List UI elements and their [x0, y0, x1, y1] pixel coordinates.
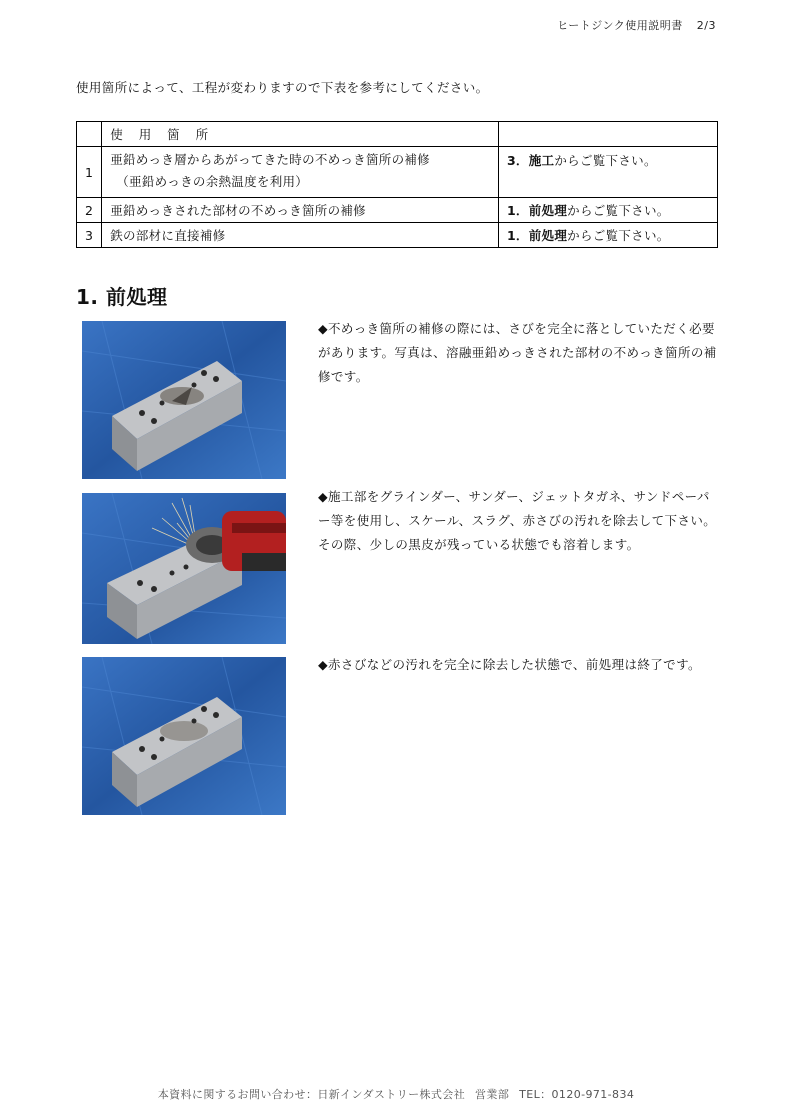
page-number: 2/3 — [696, 19, 716, 32]
reference-number: 1． — [506, 203, 529, 218]
row-number: 1 — [77, 147, 102, 198]
table-header-label: 使 用 箇 所 — [102, 122, 499, 147]
reference-text: からご覧下さい。 — [567, 203, 670, 218]
reference-section: 前処理 — [528, 228, 568, 243]
row-description-line2: （亜鉛めっきの余熱温度を利用） — [116, 174, 309, 189]
usage-table — [76, 121, 718, 248]
reference-text: からご覧下さい。 — [554, 153, 657, 168]
row-number: 3 — [77, 223, 102, 248]
row-description: 鉄の部材に直接補修 — [102, 223, 499, 248]
photo-cleaned-part — [82, 657, 286, 815]
table-header-num-cell — [77, 122, 102, 147]
reference-section: 前処理 — [528, 203, 568, 218]
page-header — [557, 17, 716, 33]
footer-contact: 本資料に関するお問い合わせ：日新インダストリー株式会社 — [157, 1088, 466, 1101]
page-footer — [0, 1086, 792, 1102]
table-header-row — [77, 122, 718, 147]
step-2-text: ◆施工部をグラインダー、サンダー、ジェットタガネ、サンドペーパー等を使用し、スケール、スラグ、赤さびの汚れを除去して下さい。その際、少しの黒皮が残っている状態でも溶着します。 — [318, 489, 717, 552]
row-description-line1: 亜鉛めっき層からあがってきた時の不めっき箇所の補修 — [110, 152, 430, 167]
row-reference — [498, 198, 717, 223]
reference-number: 1． — [506, 228, 529, 243]
document-title: ヒートジンク使用説明書 — [557, 19, 683, 32]
row-number: 2 — [77, 198, 102, 223]
table-row — [77, 198, 718, 223]
reference-text: からご覧下さい。 — [567, 228, 670, 243]
reference-number: 3． — [506, 153, 529, 168]
reference-section: 施工 — [528, 153, 555, 168]
row-description: 亜鉛めっきされた部材の不めっき箇所の補修 — [102, 198, 499, 223]
table-row — [77, 223, 718, 248]
table-row — [77, 147, 718, 198]
row-reference — [498, 223, 717, 248]
photo-unplated-part — [82, 321, 286, 479]
row-reference — [498, 147, 717, 198]
intro-text: 使用箇所によって、工程が変わりますので下表を参考にしてください。 — [76, 80, 489, 95]
photo-grinding — [82, 493, 286, 644]
step-1-text: ◆不めっき箇所の補修の際には、さびを完全に落としていただく必要があります。写真は、溶融亜鉛めっきされた部材の不めっき箇所の補修です。 — [318, 321, 717, 384]
table-header-ref-cell — [498, 122, 717, 147]
footer-department: 営業部 — [475, 1088, 510, 1101]
row-description — [102, 147, 499, 198]
footer-telephone: TEL：0120-971-834 — [519, 1088, 635, 1101]
section-title: 1. 前処理 — [76, 285, 168, 309]
step-3-text: ◆赤さびなどの汚れを完全に除去した状態で、前処理は終了です。 — [318, 657, 701, 672]
